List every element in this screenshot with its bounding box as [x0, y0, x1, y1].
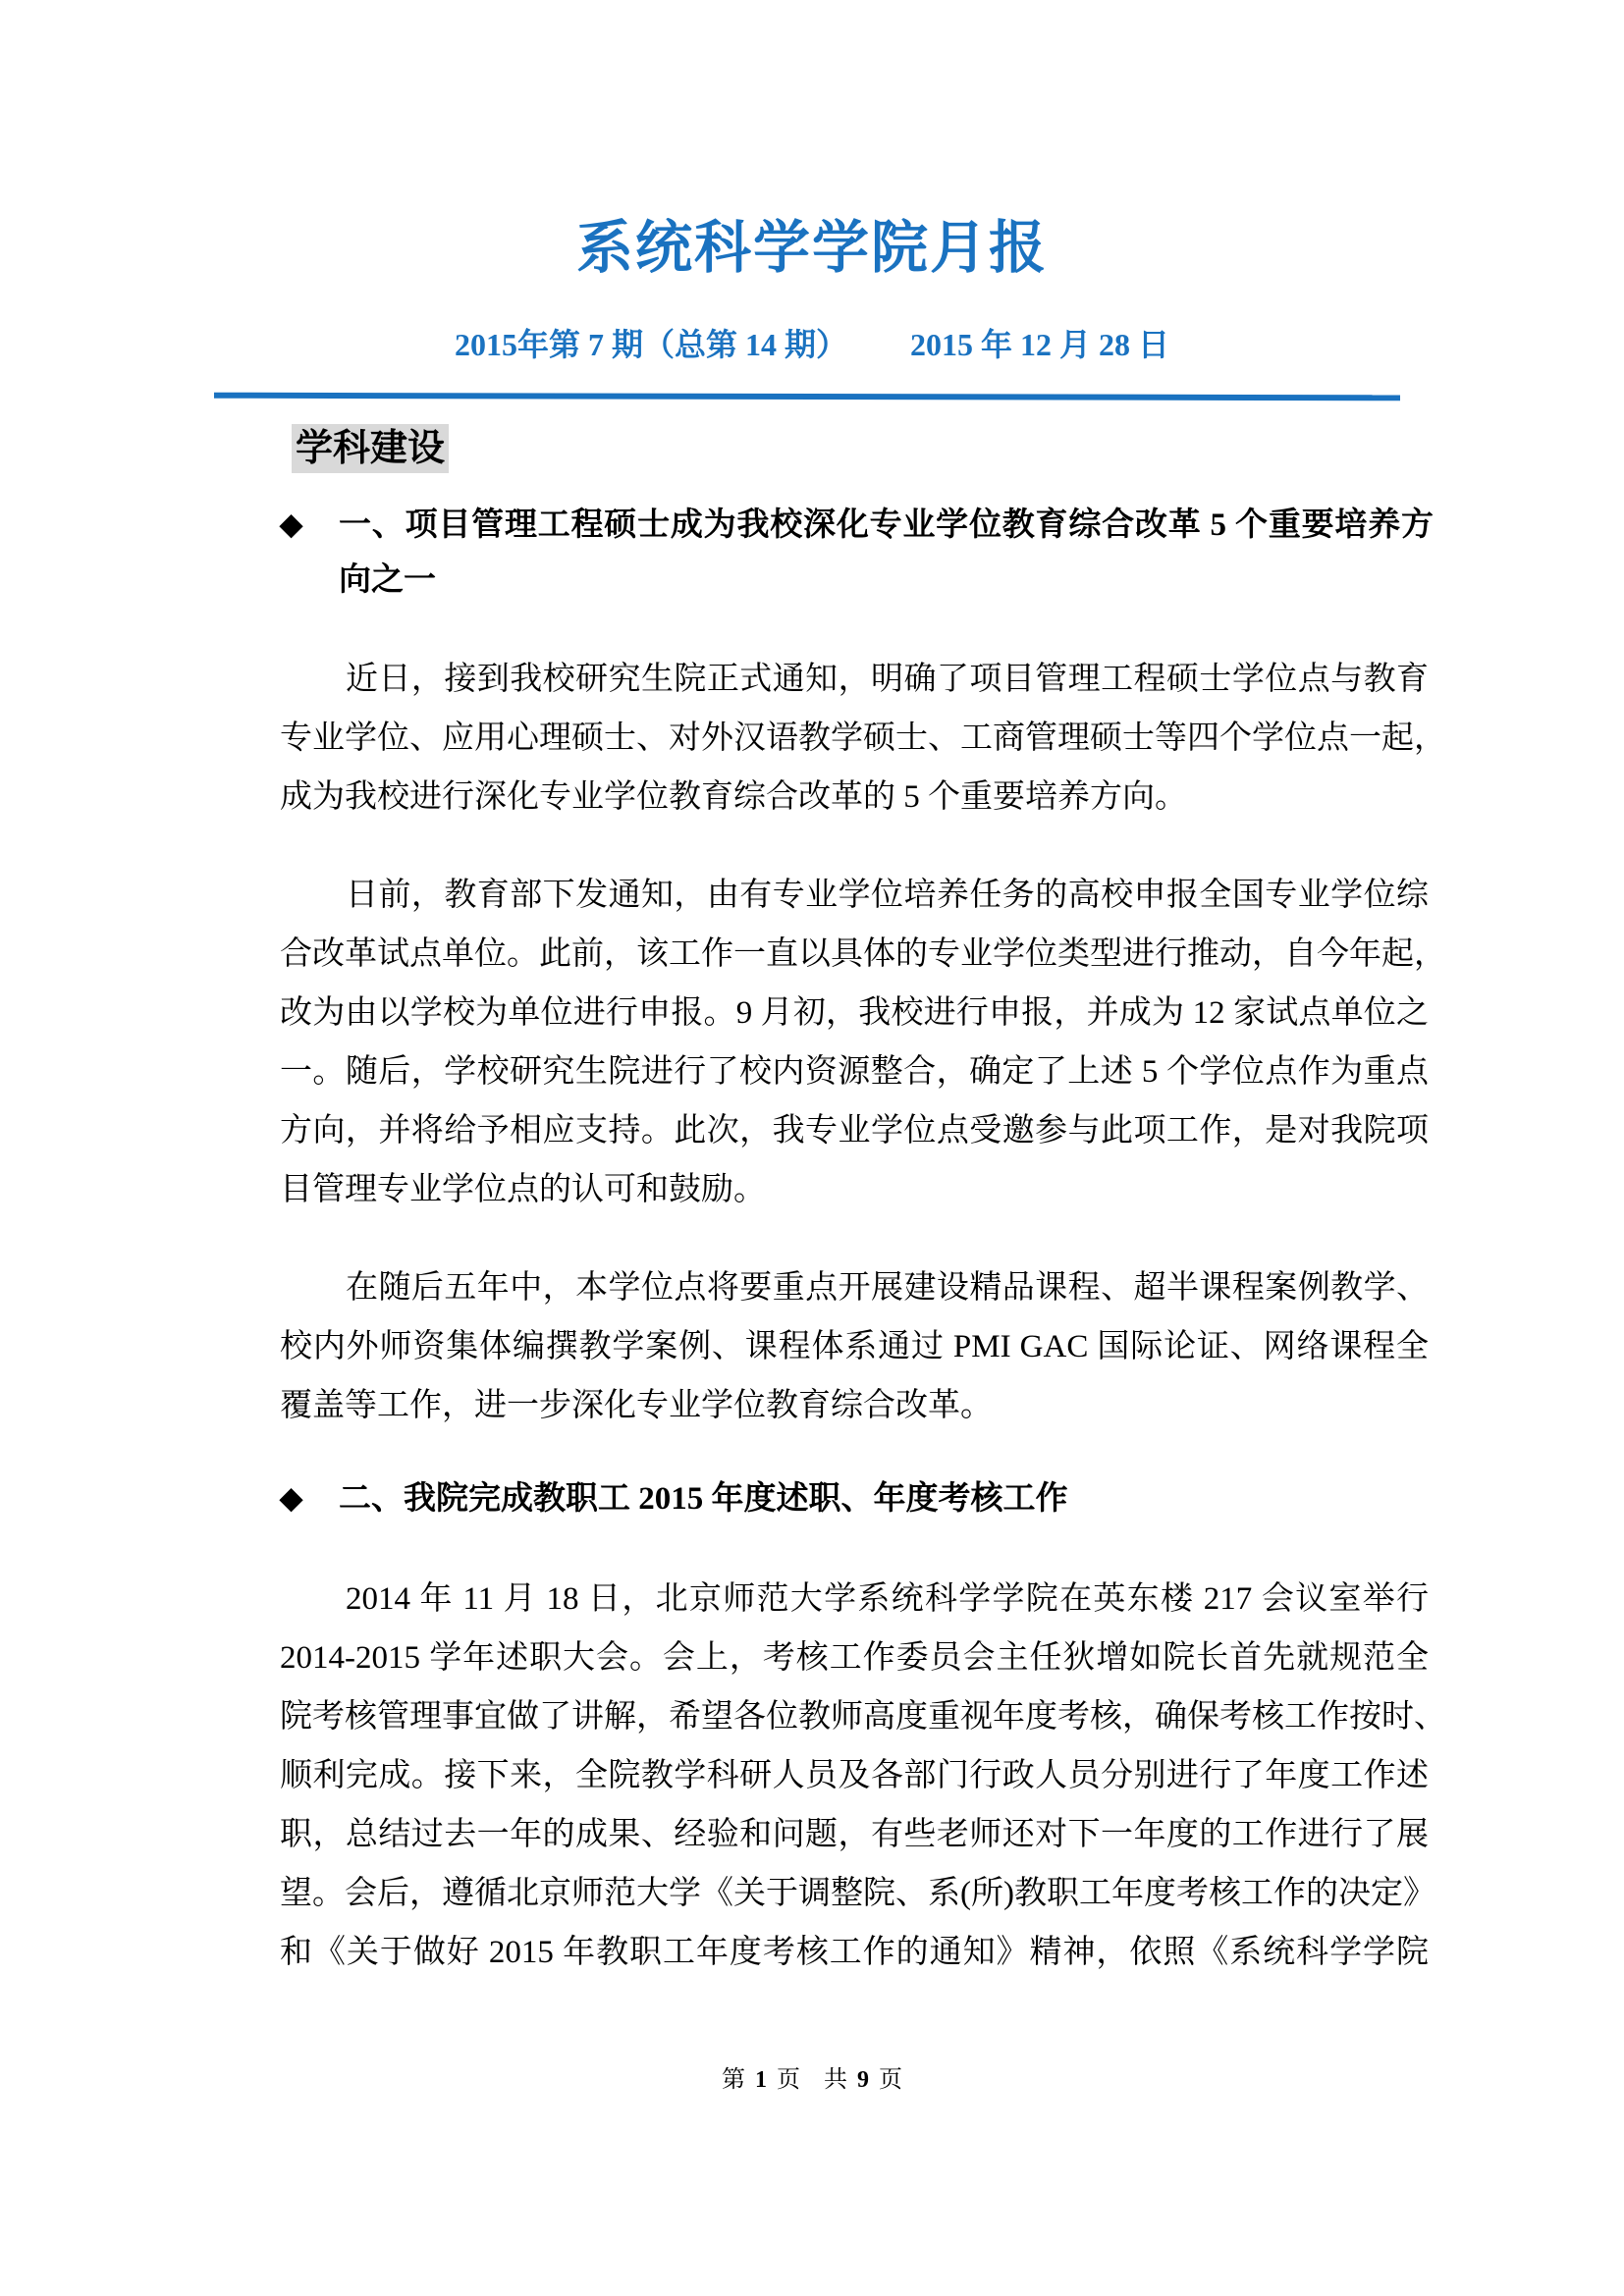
text-line: 2014 年 11 月 18 日，北京师范大学系统科学学院在英东楼 217 会议室举行 [346, 1581, 1429, 1617]
issue-info [0, 320, 1624, 365]
text-line: 院考核管理事宜做了讲解，希望各位教师高度重视年度考核，确保考核工作按时、 [280, 1699, 1446, 1735]
text-line: 专业学位、应用心理硕士、对外汉语教学硕士、工商管理硕士等四个学位点一起， [280, 721, 1446, 756]
text-line: 覆盖等工作，进一步深化专业学位教育综合改革。 [280, 1388, 993, 1423]
text-line: 近日，接到我校研究生院正式通知，明确了项目管理工程硕士学位点与教育 [346, 662, 1429, 697]
article-heading-2 [280, 1471, 1434, 1526]
text-line: 校内外师资集体编撰教学案例、课程体系通过 PMI GAC 国际论证、网络课程全 [280, 1329, 1429, 1364]
text-line: 一。随后，学校研究生院进行了校内资源整合，确定了上述 5 个学位点作为重点 [280, 1054, 1429, 1090]
footer-text: 页 共 [777, 2067, 847, 2093]
text-line: 目管理专业学位点的认可和鼓励。 [280, 1172, 766, 1207]
total-pages: 9 [857, 2067, 869, 2093]
paragraph-1 [280, 650, 1446, 827]
page-footer [0, 2059, 1624, 2094]
section-heading: 学科建设 [292, 424, 449, 473]
text-line: 职，总结过去一年的成果、经验和问题，有些老师还对下一年度的工作进行了展 [280, 1817, 1429, 1852]
footer-text: 第 [722, 2067, 745, 2093]
current-page: 1 [755, 2067, 767, 2093]
diamond-bullet-icon: ◆ [280, 508, 303, 541]
newsletter-title: 系统科学学院月报 [575, 216, 1048, 280]
text-line: 方向，并将给予相应支持。此次，我专业学位点受邀参与此项工作，是对我院项 [280, 1113, 1429, 1148]
header-divider [214, 393, 1400, 401]
heading-line: 向之一 [339, 562, 436, 598]
footer-text: 页 [879, 2067, 902, 2093]
issue-number: 2015年第 7 期（总第 14 期） [454, 327, 847, 362]
paragraph-4 [280, 1570, 1446, 1982]
text-line: 日前，教育部下发通知，由有专业学位培养任务的高校申报全国专业学位综 [346, 878, 1429, 913]
paragraph-2 [280, 866, 1446, 1219]
text-line: 2014-2015 学年述职大会。会上，考核工作委员会主任狄增如院长首先就规范全 [280, 1640, 1429, 1676]
text-line: 和《关于做好 2015 年教职工年度考核工作的通知》精神，依照《系统科学学院 [280, 1935, 1429, 1970]
issue-date: 2015 年 12 月 28 日 [910, 327, 1170, 362]
text-line: 望。会后，遵循北京师范大学《关于调整院、系(所)教职工年度考核工作的决定》 [280, 1876, 1435, 1911]
text-line: 在随后五年中，本学位点将要重点开展建设精品课程、超半课程案例教学、 [346, 1270, 1429, 1306]
diamond-bullet-icon: ◆ [280, 1482, 303, 1515]
text-line: 成为我校进行深化专业学位教育综合改革的 5 个重要培养方向。 [280, 779, 1187, 815]
text-line: 顺利完成。接下来，全院教学科研人员及各部门行政人员分别进行了年度工作述 [280, 1758, 1429, 1793]
article-heading-1 [280, 498, 1434, 608]
paragraph-3 [280, 1258, 1429, 1435]
text-line: 改为由以学校为单位进行申报。9 月初，我校进行申报，并成为 12 家试点单位之 [280, 995, 1429, 1031]
heading-line: 一、项目管理工程硕士成为我校深化专业学位教育综合改革 5 个重要培养方 [339, 507, 1434, 543]
text-line: 合改革试点单位。此前，该工作一直以具体的专业学位类型进行推动，自今年起， [280, 936, 1446, 972]
heading-line: 二、我院完成教职工 2015 年度述职、年度考核工作 [339, 1481, 1068, 1517]
